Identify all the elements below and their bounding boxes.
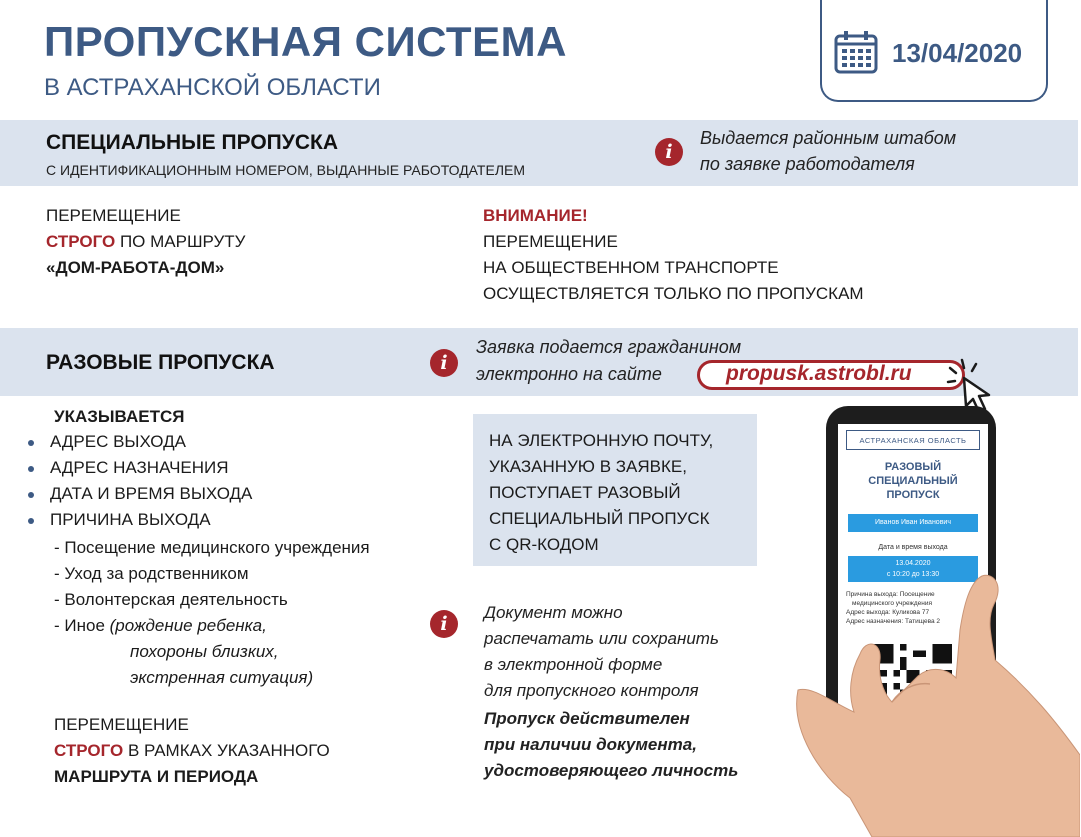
- bullet-item: АДРЕС НАЗНАЧЕНИЯ: [28, 455, 229, 481]
- page-subtitle: В АСТРАХАНСКОЙ ОБЛАСТИ: [44, 74, 381, 101]
- email-line: С QR-КОДОМ: [489, 535, 599, 554]
- phone-datetime: 13.04.2020 с 10:20 до 13:30: [848, 556, 978, 582]
- special-move-3: «ДОМ-РАБОТА-ДОМ»: [46, 258, 225, 277]
- site-link[interactable]: propusk.astrobl.ru: [726, 362, 912, 385]
- doc-line: в электронной форме: [484, 655, 663, 674]
- single-title: РАЗОВЫЕ ПРОПУСКА: [46, 351, 275, 374]
- special-note-1: Выдается районным штабом: [700, 128, 957, 148]
- hand-illustration: [780, 560, 1080, 837]
- reason-item: - Посещение медицинского учреждения: [54, 538, 370, 557]
- special-move-2: СТРОГО ПО МАРШРУТУ: [46, 232, 246, 251]
- email-notice-box: [473, 414, 757, 566]
- info-icon: i: [430, 610, 458, 638]
- doc-line: распечатать или сохранить: [484, 629, 719, 648]
- attention-label: ВНИМАНИЕ!: [483, 206, 588, 225]
- page-title: ПРОПУСКНАЯ СИСТЕМА: [44, 18, 567, 65]
- reason-item: - Уход за родственником: [54, 564, 249, 583]
- email-line: НА ЭЛЕКТРОННУЮ ПОЧТУ,: [489, 431, 714, 450]
- special-note-2: по заявке работодателя: [700, 154, 915, 174]
- valid-line: Пропуск действителен: [484, 709, 690, 728]
- reason-item-other: - Иное (рождение ребенка,: [54, 616, 267, 635]
- indicated-label: УКАЗЫВАЕТСЯ: [54, 407, 185, 426]
- phone-info: Причина выхода: Посещение медицинского учреждения Адрес выхода: Куликова 77 Адрес назначения: Татищева 2: [846, 591, 941, 625]
- info-icon: i: [430, 349, 458, 377]
- single-move-3: МАРШРУТА И ПЕРИОДА: [54, 767, 259, 786]
- email-line: СПЕЦИАЛЬНЫЙ ПРОПУСК: [489, 509, 710, 528]
- single-move-1: ПЕРЕМЕЩЕНИЕ: [54, 715, 189, 734]
- single-move-2: СТРОГО В РАМКАХ УКАЗАННОГО: [54, 741, 330, 760]
- date: 13/04/2020: [892, 38, 1023, 68]
- valid-line: при наличии документа,: [484, 735, 697, 754]
- reason-other-2: похороны близких,: [130, 642, 279, 661]
- attention-line-2: НА ОБЩЕСТВЕННОМ ТРАНСПОРТЕ: [483, 258, 779, 277]
- phone-name: Иванов Иван Иванович: [848, 514, 978, 532]
- bullet-item: АДРЕС ВЫХОДА: [28, 429, 186, 455]
- special-title: СПЕЦИАЛЬНЫЕ ПРОПУСКА: [46, 131, 338, 154]
- phone-title: РАЗОВЫЙ СПЕЦИАЛЬНЫЙ ПРОПУСК: [868, 461, 958, 501]
- bullet-item: ДАТА И ВРЕМЯ ВЫХОДА: [28, 481, 252, 507]
- single-note-1: Заявка подается гражданином: [476, 337, 742, 357]
- email-line: ПОСТУПАЕТ РАЗОВЫЙ: [489, 483, 681, 502]
- reason-item: - Волонтерская деятельность: [54, 590, 288, 609]
- doc-line: Документ можно: [484, 603, 623, 622]
- phone-region-label: АСТРАХАНСКАЯ ОБЛАСТЬ: [846, 430, 980, 450]
- special-subtitle: С ИДЕНТИФИКАЦИОННЫМ НОМЕРОМ, ВЫДАННЫЕ РАБОТОДАТЕЛЕМ: [46, 162, 526, 178]
- phone-datetime-label: Дата и время выхода: [878, 544, 948, 551]
- special-move-1: ПЕРЕМЕЩЕНИЕ: [46, 206, 181, 225]
- reason-other-3: экстренная ситуация): [130, 668, 314, 687]
- valid-line: удостоверяющего личность: [484, 761, 739, 780]
- attention-line-3: ОСУЩЕСТВЛЯЕТСЯ ТОЛЬКО ПО ПРОПУСКАМ: [483, 284, 864, 303]
- attention-line-1: ПЕРЕМЕЩЕНИЕ: [483, 232, 618, 251]
- doc-line: для пропускного контроля: [484, 681, 699, 700]
- bullet-item: ПРИЧИНА ВЫХОДА: [28, 507, 211, 533]
- calendar-icon: [833, 29, 879, 75]
- single-note-2: электронно на сайте: [476, 364, 662, 384]
- email-line: УКАЗАННУЮ В ЗАЯВКЕ,: [489, 457, 687, 476]
- info-icon: i: [655, 138, 683, 166]
